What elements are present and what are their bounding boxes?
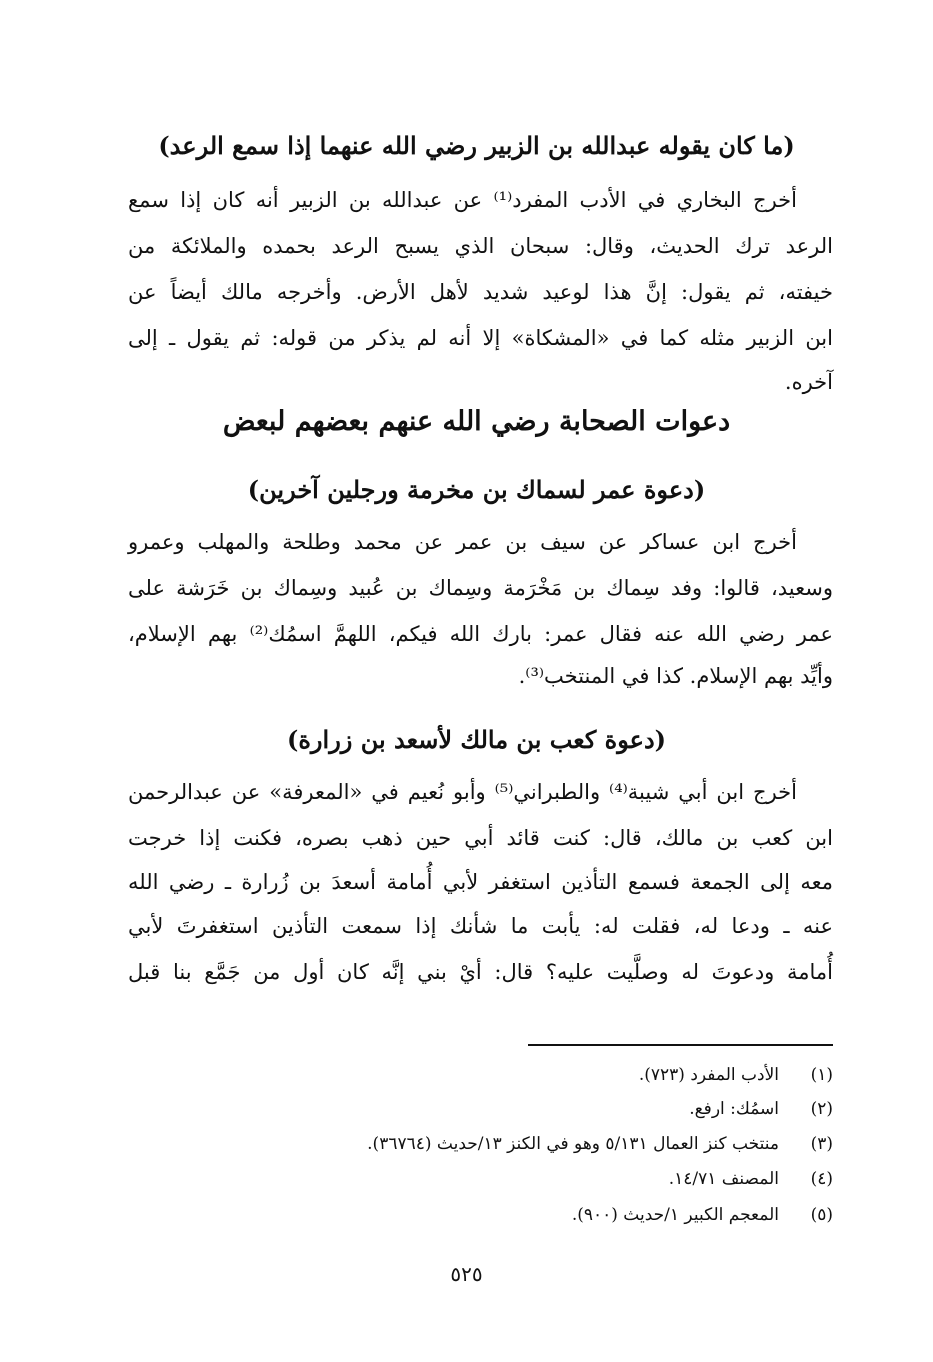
footnote-4 bbox=[213, 1166, 833, 1192]
section-heading-kaab: (دعوة كعب بن مالك لأسعد بن زرارة) bbox=[287, 725, 666, 754]
page-number: ٥٢٥ bbox=[450, 1262, 483, 1286]
paragraph-line: الرعد ترك الحديث، وقال: سبحان الذي يسبح الرعد بحمده والملائكة من bbox=[128, 234, 833, 258]
paragraph-line: ابن الزبير مثله كما في «المشكاة» إلا أنه لم يذكر من قوله: ثم يقول ـ إلى bbox=[128, 326, 833, 350]
paragraph-line: وأيِّد بهم الإسلام. كذا في المنتخب⁽³⁾. bbox=[518, 664, 833, 688]
footnote-text: المعجم الكبير ١/حديث (٩٠٠). bbox=[571, 1205, 779, 1225]
footnote-3 bbox=[213, 1131, 833, 1157]
paragraph-line: أخرج ابن أبي شيبة⁽⁴⁾ والطبراني⁽⁵⁾ وأبو نُعيم في «المعرفة» عن عبدالرحمن bbox=[128, 780, 797, 804]
footnote-5 bbox=[213, 1202, 833, 1228]
paragraph-line: عمر رضي الله عنه فقال عمر: بارك الله فيكم، اللهمَّ اسمُك⁽²⁾ بهم الإسلام، bbox=[128, 622, 833, 646]
paragraph-line: أخرج البخاري في الأدب المفرد⁽¹⁾ عن عبدالله بن الزبير أنه كان إذا سمع bbox=[128, 188, 797, 212]
section-heading-ibn-zubair: (ما كان يقوله عبدالله بن الزبير رضي الله عنهما إذا سمع الرعد) bbox=[158, 131, 795, 160]
paragraph-line: أخرج ابن عساكر عن سيف بن عمر عن محمد وطلحة والمهلب وعمرو bbox=[128, 530, 797, 554]
footnote-number: (١) bbox=[810, 1065, 833, 1085]
paragraph-line: عنه ـ ودعا له، فقلت له: يأبت ما شأنك إذا سمعت التأذين استغفرتَ لأبي bbox=[128, 914, 833, 938]
footnote-text: منتخب كنز العمال ٥/١٣١ وهو في الكنز ١٣/حديث (٣٦٧٦٤). bbox=[367, 1134, 779, 1154]
main-heading: دعوات الصحابة رضي الله عنهم بعضهم لبعض bbox=[222, 406, 731, 437]
paragraph-line: معه إلى الجمعة فسمع التأذين استغفر لأبي أُمامة أسعدَ بن زُرارة ـ رضي الله bbox=[128, 870, 833, 894]
footnote-separator bbox=[528, 1044, 833, 1046]
footnote-number: (٢) bbox=[810, 1099, 833, 1119]
footnote-number: (٤) bbox=[810, 1169, 833, 1189]
paragraph-line: آخره. bbox=[784, 370, 833, 394]
footnote-1 bbox=[213, 1062, 833, 1088]
paragraph-line: أُمامة ودعوتَ له وصلَّيت عليه؟ قال: أيْ بني إنَّه كان أول من جَمَّع بنا قبل bbox=[128, 960, 833, 984]
footnote-number: (٣) bbox=[810, 1134, 833, 1154]
footnote-number: (٥) bbox=[810, 1205, 833, 1225]
paragraph-line: ابن كعب بن مالك، قال: كنت قائد أبي حين ذهب بصره، فكنت إذا خرجت bbox=[128, 826, 833, 850]
footnote-2 bbox=[213, 1096, 833, 1122]
section-heading-umar: (دعوة عمر لسماك بن مخرمة ورجلين آخرين) bbox=[247, 475, 706, 504]
footnote-text: اسمُك: ارفع. bbox=[689, 1099, 779, 1119]
paragraph-line: خيفته، ثم يقول: إنَّ هذا لوعيد شديد لأهل الأرض. وأخرجه مالك أيضاً عن bbox=[128, 280, 833, 304]
paragraph-line: وسعيد، قالوا: وفد سِماك بن مَخْرَمة وسِماك بن عُبيد وسِماك بن خَرَشة على bbox=[128, 576, 833, 600]
footnote-text: المصنف ١٤/٧١. bbox=[668, 1169, 779, 1189]
footnote-text: الأدب المفرد (٧٢٣). bbox=[638, 1065, 779, 1085]
